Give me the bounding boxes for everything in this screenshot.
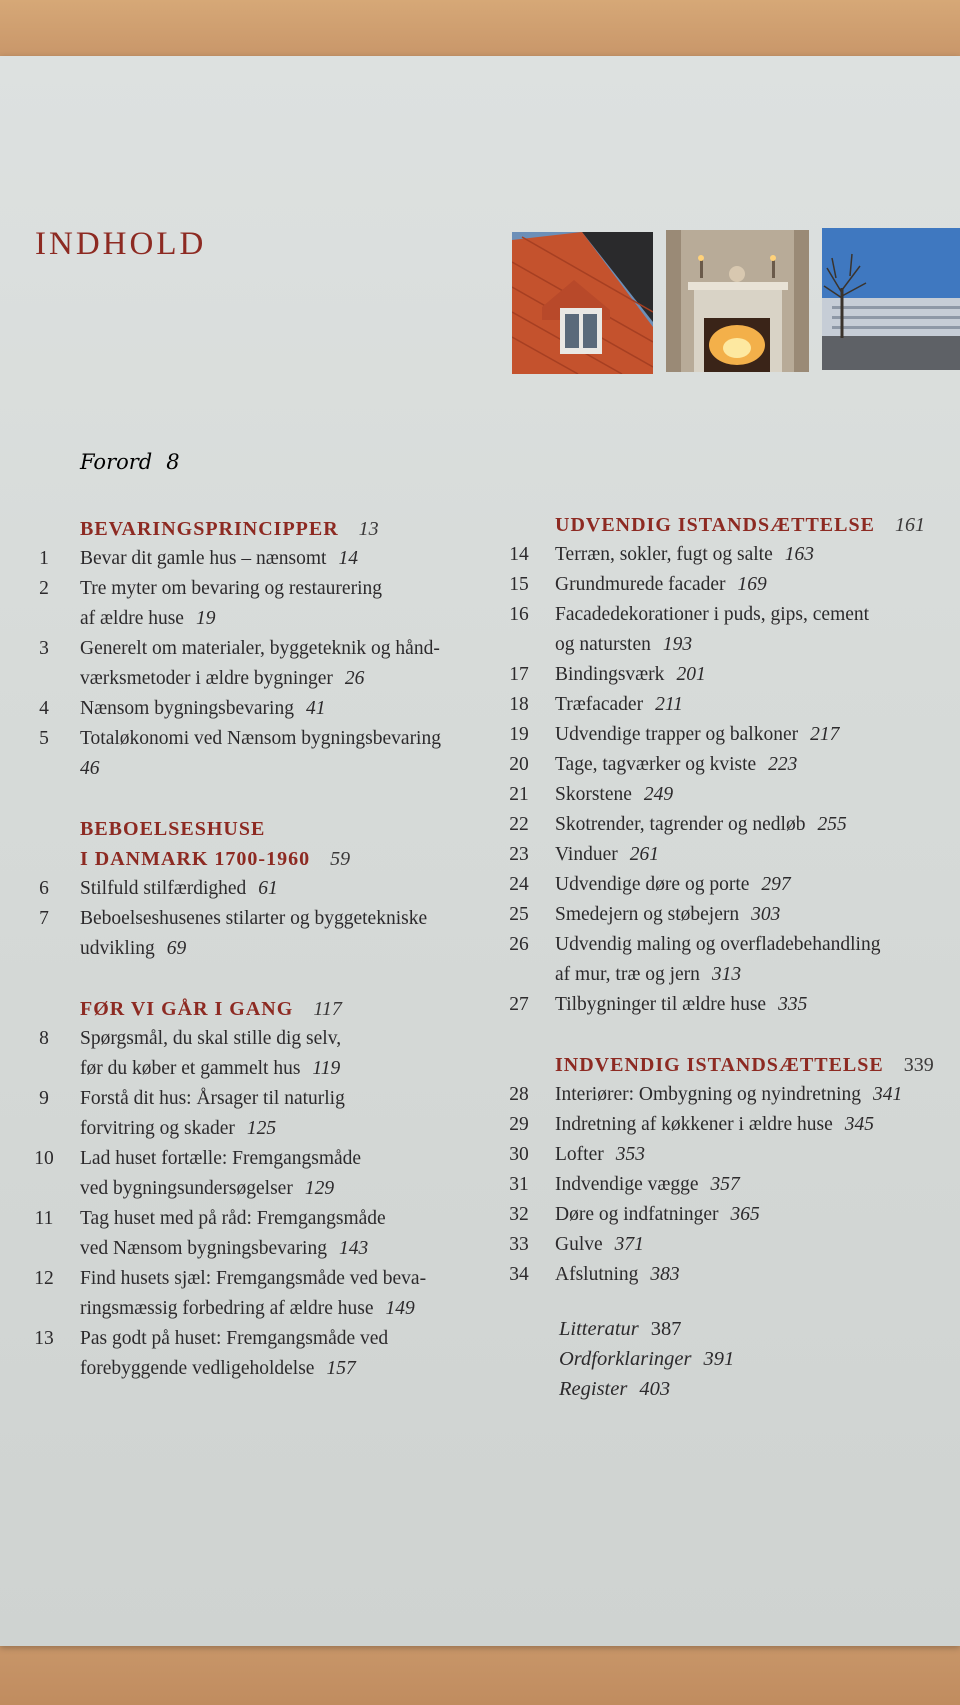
chapter-title-line: ved Nænsom bygningsbevaring [80, 1238, 327, 1259]
chapter-number: 30 [509, 1144, 529, 1165]
chapter-title-line: Beboelseshusenes stilarter og byggetekniske [80, 908, 428, 929]
toc-entry[interactable] [505, 540, 960, 570]
chapter-number: 20 [509, 754, 529, 775]
chapter-title-line: Udvendige trapper og balkoner [555, 724, 799, 745]
chapter-number: 32 [509, 1204, 529, 1225]
chapter-number: 9 [39, 1088, 49, 1109]
foreword-entry[interactable] [80, 450, 180, 474]
section-heading[interactable] [505, 1050, 960, 1080]
toc-entry[interactable] [505, 930, 960, 990]
chapter-number: 23 [509, 844, 529, 865]
toc-right-column [505, 510, 960, 1290]
chapter-title-line: Træfacader [555, 694, 644, 715]
section-title: UDVENDIG ISTANDSÆTTELSE [555, 514, 875, 536]
apartment-blocks-photo [822, 228, 960, 370]
chapter-page: 129 [304, 1178, 335, 1199]
section-title: INDVENDIG ISTANDSÆTTELSE [555, 1054, 884, 1076]
chapter-page: 261 [629, 844, 659, 865]
chapter-number: 15 [509, 574, 529, 595]
chapter-title-line: af ældre huse [80, 608, 184, 629]
chapter-number: 10 [34, 1148, 54, 1169]
toc-entry[interactable] [30, 1084, 500, 1144]
back-matter-title: Ordforklaringer [559, 1348, 692, 1370]
chapter-title-line: før du køber et gammelt hus [80, 1058, 301, 1079]
chapter-number: 14 [509, 544, 529, 565]
chapter-title-line: Lofter [555, 1144, 604, 1165]
chapter-number: 25 [509, 904, 529, 925]
chapter-number: 27 [509, 994, 529, 1015]
toc-left-column [30, 514, 500, 1384]
toc-entry[interactable] [505, 690, 960, 720]
chapter-page: 345 [844, 1114, 875, 1135]
chapter-title-line: Totaløkonomi ved Nænsom bygningsbevaring [80, 728, 441, 749]
chapter-page: 255 [817, 814, 847, 835]
chapter-number: 34 [509, 1264, 529, 1285]
back-matter [559, 1314, 734, 1404]
chapter-title-line: Bindingsværk [555, 664, 665, 685]
chapter-page: 149 [385, 1298, 415, 1319]
chapter-page: 46 [80, 758, 100, 779]
toc-entry[interactable] [505, 810, 960, 840]
chapter-title-line: forvitring og skader [80, 1118, 235, 1139]
section-heading[interactable] [30, 514, 500, 544]
chapter-title-line: Gulve [555, 1234, 603, 1255]
back-matter-title: Litteratur [559, 1318, 639, 1340]
foreword-page: 8 [166, 450, 180, 474]
toc-entry[interactable] [505, 870, 960, 900]
chapter-page: 41 [305, 698, 326, 719]
section-page: 13 [358, 518, 379, 540]
chapter-title-line: Grundmurede facader [555, 574, 726, 595]
toc-entry[interactable] [505, 1200, 960, 1230]
back-matter-entry[interactable] [559, 1314, 734, 1344]
toc-entry[interactable] [505, 570, 960, 600]
chapter-number: 33 [509, 1234, 529, 1255]
chapter-title-line: Lad huset fortælle: Fremgangsmåde [80, 1148, 362, 1169]
chapter-title-line: Indretning af køkkener i ældre huse [555, 1114, 833, 1135]
toc-entry[interactable] [505, 600, 960, 660]
section-page: 339 [903, 1054, 934, 1076]
chapter-number: 13 [34, 1328, 54, 1349]
chapter-number: 24 [509, 874, 529, 895]
toc-entry[interactable] [505, 1170, 960, 1200]
chapter-title-line: Vinduer [555, 844, 618, 865]
section-title: BEVARINGSPRINCIPPER [80, 518, 339, 540]
foreword-title: Forord [80, 450, 153, 474]
chapter-title-line: Spørgsmål, du skal stille dig selv, [80, 1028, 342, 1049]
chapter-number: 7 [39, 908, 49, 929]
chapter-title-line: Smedejern og støbejern [555, 904, 740, 925]
chapter-page: 201 [676, 664, 706, 685]
chapter-number: 11 [34, 1208, 54, 1229]
chapter-title-line: Døre og indfatninger [555, 1204, 719, 1225]
chapter-title-line: Tilbygninger til ældre huse [555, 994, 767, 1015]
chapter-title-line: Stilfuld stilfærdighed [80, 878, 247, 899]
chapter-number: 26 [509, 934, 529, 955]
chapter-title-line: Forstå dit hus: Årsager til naturlig [80, 1088, 345, 1109]
section-title: BEBOELSESHUSE [80, 818, 266, 840]
chapter-page: 223 [768, 754, 798, 775]
chapter-title-line: og natursten [555, 634, 651, 655]
toc-entry[interactable] [30, 1024, 500, 1084]
chapter-number: 18 [509, 694, 529, 715]
chapter-title-line: Find husets sjæl: Fremgangsmåde ved beva- [80, 1268, 427, 1289]
chapter-page: 357 [710, 1174, 740, 1195]
chapter-title-line: forebyggende vedligeholdelse [80, 1358, 315, 1379]
chapter-page: 157 [326, 1358, 356, 1379]
back-matter-entry[interactable] [559, 1374, 734, 1404]
chapter-title-line: Udvendige døre og porte [555, 874, 750, 895]
toc-entry[interactable] [505, 900, 960, 930]
toc-entry[interactable] [30, 1324, 500, 1384]
section-page: 161 [894, 514, 925, 536]
chapter-page: 119 [312, 1058, 341, 1079]
chapter-page: 69 [166, 938, 187, 959]
section-title: FØR VI GÅR I GANG [80, 998, 294, 1020]
toc-entry[interactable] [505, 1230, 960, 1260]
toc-entry[interactable] [505, 780, 960, 810]
section-gap [30, 964, 500, 994]
section-heading[interactable] [30, 994, 500, 1024]
chapter-page: 297 [761, 874, 791, 895]
chapter-page: 143 [338, 1238, 369, 1259]
back-matter-page: 387 [650, 1318, 682, 1340]
chapter-page: 193 [662, 634, 693, 655]
chapter-page: 163 [784, 544, 814, 565]
chapter-title-line: Tag huset med på råd: Fremgangsmåde [80, 1208, 386, 1229]
section-page: 117 [313, 998, 342, 1020]
chapter-number: 2 [39, 578, 49, 599]
chapter-page: 371 [614, 1234, 644, 1255]
toc-entry[interactable] [30, 904, 500, 964]
chapter-number: 21 [509, 784, 529, 805]
section-heading[interactable] [30, 844, 500, 874]
chapter-title-line: Skotrender, tagrender og nedløb [555, 814, 806, 835]
toc-entry[interactable] [30, 544, 500, 574]
toc-entry[interactable] [30, 724, 500, 784]
chapter-title-line: ringsmæssig forbedring af ældre huse [80, 1298, 374, 1319]
back-matter-title: Register [559, 1378, 628, 1400]
chapter-number: 6 [39, 878, 49, 899]
chapter-title-line: Facadedekorationer i puds, gips, cement [555, 604, 870, 625]
chapter-page: 303 [751, 904, 781, 925]
back-matter-page: 391 [703, 1348, 735, 1370]
chapter-number: 12 [34, 1268, 54, 1289]
toc-entry[interactable] [505, 1110, 960, 1140]
section-title: I DANMARK 1700-1960 [80, 848, 311, 870]
section-heading[interactable] [505, 510, 960, 540]
chapter-title-line: Generelt om materialer, byggeteknik og hånd- [80, 638, 440, 659]
toc-entry[interactable] [30, 634, 500, 694]
chapter-page: 211 [655, 694, 683, 715]
toc-entry[interactable] [505, 1080, 960, 1110]
page-title: INDHOLD [35, 226, 207, 262]
chapter-page: 169 [737, 574, 767, 595]
toc-entry[interactable] [505, 660, 960, 690]
chapter-number: 1 [39, 548, 49, 569]
chapter-page: 125 [246, 1118, 277, 1139]
roof-dormer-photo [512, 232, 653, 374]
chapter-page: 26 [344, 668, 365, 689]
chapter-title-line: Tage, tagværker og kviste [555, 754, 757, 775]
back-matter-entry[interactable] [559, 1344, 734, 1374]
toc-entry[interactable] [505, 750, 960, 780]
chapter-number: 17 [509, 664, 529, 685]
chapter-title-line: ved bygningsundersøgelser [80, 1178, 293, 1199]
chapter-number: 29 [509, 1114, 529, 1135]
toc-entry[interactable] [505, 990, 960, 1020]
chapter-page: 313 [711, 964, 742, 985]
toc-entry[interactable] [30, 1144, 500, 1204]
section-gap [30, 784, 500, 814]
chapter-title-line: Interiører: Ombygning og nyindretning [555, 1084, 861, 1105]
chapter-title-line: Skorstene [555, 784, 632, 805]
section-heading[interactable] [30, 814, 500, 844]
chapter-number: 3 [39, 638, 49, 659]
chapter-page: 19 [195, 608, 216, 629]
chapter-title-line: Tre myter om bevaring og restaurering [80, 578, 382, 599]
back-matter-page: 403 [639, 1378, 671, 1400]
chapter-page: 61 [258, 878, 278, 899]
chapter-title-line: Afslutning [555, 1264, 639, 1285]
chapter-number: 19 [509, 724, 529, 745]
toc-entry[interactable] [30, 1264, 500, 1324]
chapter-title-line: Udvendig maling og overfladebehandling [555, 934, 881, 955]
section-gap [505, 1020, 960, 1050]
chapter-title-line: Bevar dit gamle hus – nænsomt [80, 548, 327, 569]
chapter-number: 4 [39, 698, 49, 719]
toc-entry[interactable] [30, 1204, 500, 1264]
chapter-page: 217 [810, 724, 840, 745]
chapter-title-line: udvikling [80, 938, 155, 959]
chapter-page: 383 [650, 1264, 680, 1285]
section-page: 59 [330, 848, 351, 870]
chapter-title-line: af mur, træ og jern [555, 964, 700, 985]
chapter-page: 365 [730, 1204, 760, 1225]
chapter-number: 16 [509, 604, 529, 625]
fireplace-photo [666, 230, 809, 372]
chapter-page: 335 [778, 994, 808, 1015]
chapter-title-line: Pas godt på huset: Fremgangsmåde ved [80, 1328, 389, 1349]
chapter-page: 353 [615, 1144, 645, 1165]
toc-entry[interactable] [505, 1260, 960, 1290]
toc-entry[interactable] [505, 840, 960, 870]
toc-entry[interactable] [30, 574, 500, 634]
toc-entry[interactable] [30, 694, 500, 724]
chapter-page: 341 [872, 1084, 903, 1105]
chapter-number: 5 [39, 728, 49, 749]
chapter-number: 8 [39, 1028, 49, 1049]
toc-entry[interactable] [505, 1140, 960, 1170]
chapter-page: 14 [338, 548, 358, 569]
chapter-title-line: Nænsom bygningsbevaring [80, 698, 294, 719]
chapter-number: 31 [509, 1174, 529, 1195]
chapter-number: 22 [509, 814, 529, 835]
chapter-page: 249 [643, 784, 674, 805]
toc-entry[interactable] [30, 874, 500, 904]
chapter-title-line: værksmetoder i ældre bygninger [80, 668, 333, 689]
chapter-title-line: Indvendige vægge [555, 1174, 699, 1195]
toc-entry[interactable] [505, 720, 960, 750]
chapter-number: 28 [509, 1084, 529, 1105]
chapter-title-line: Terræn, sokler, fugt og salte [555, 544, 773, 565]
